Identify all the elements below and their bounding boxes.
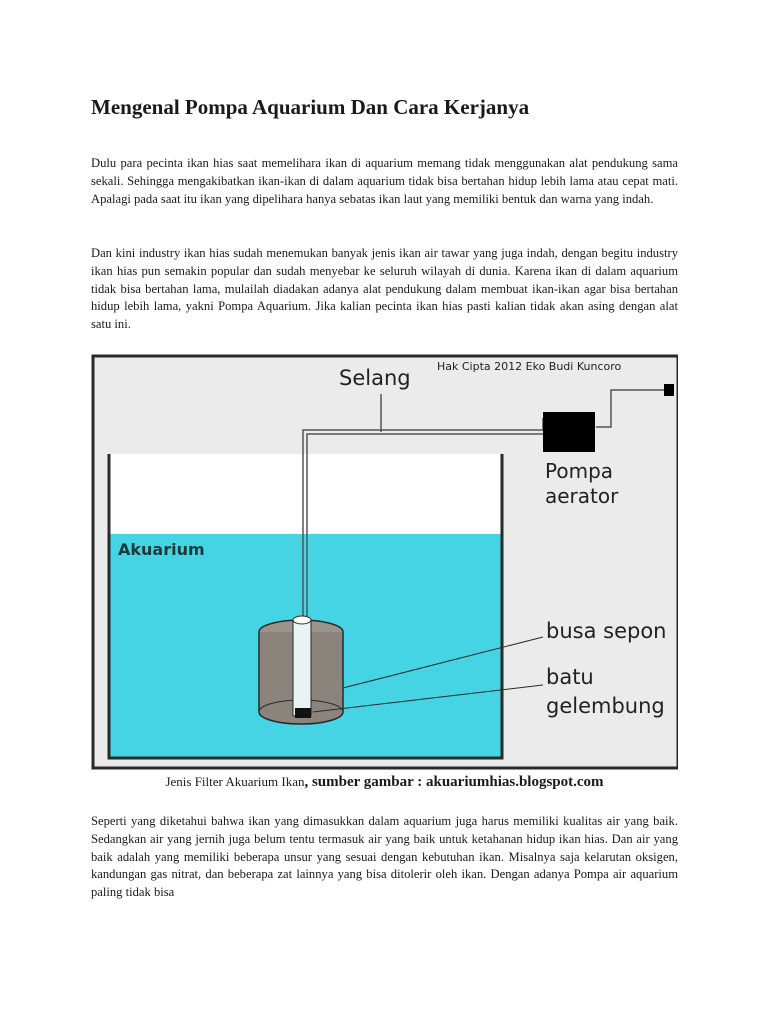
aquarium-diagram [91,352,678,772]
label-sponge: busa sepon [546,619,667,643]
pump-plug [664,384,674,396]
caption-source: , sumber gambar : akuariumhias.blogspot.com [304,774,604,790]
label-tank: Akuarium [118,540,205,559]
filter-tube-top [293,616,311,624]
paragraph-intro: Dulu para pecinta ikan hias saat memelihara ikan di aquarium memang tidak menggunakan alat pendukung sama sekali. Sehingga mengakibatkan ikan-ikan di dalam aquarium tidak bisa bertahan hidup lebih lama atau cepat mati. Apalagi pada saat itu ikan yang dipelihara hanya sebatas ikan laut yang memiliki bentuk dan warna yang indah. [91,156,678,206]
figure-copyright: Hak Cipta 2012 Eko Budi Kuncoro [437,360,622,373]
caption-text: Jenis Filter Akuarium Ikan [165,774,305,789]
pump-box [543,412,595,452]
label-pump-2: aerator [545,484,619,508]
label-hose: Selang [339,366,411,390]
tank-air [109,454,502,534]
label-pump-1: Pompa [545,459,614,483]
figure-caption [91,772,678,792]
label-stone-1: batu [546,665,594,689]
page-title: Mengenal Pompa Aquarium Dan Cara Kerjanya [91,95,530,119]
paragraph-industry: Dan kini industry ikan hias sudah menemukan banyak jenis ikan air tawar yang juga indah, dengan begitu industry ikan hias pun semakin popular dan sudah menyebar ke seluruh wilayah di dunia. Karena ikan di dalam aquarium tidak bisa bertahan lama, mulailah diadakan adanya alat pendukung dalam membuat ikan-ikan agar bisa bertahan hidup lebih lama, yakni Pompa Aquarium. Jika kalian pecinta ikan hias pasti kalian tidak akan asing dengan alat satu ini. [91,246,678,332]
label-stone-2: gelembung [546,694,665,718]
paragraph-water-quality: Seperti yang diketahui bahwa ikan yang dimasukkan dalam aquarium juga harus memiliki kualitas air yang baik. Sedangkan air yang jernih juga belum tentu termasuk air yang baik untuk ketahanan hidup ikan hias. Dan air yang baik adalah yang memiliki beberapa unsur yang sesuai dengan kebutuhan ikan. Misalnya saja kelarutan oksigen, kandungan gas nitrat, dan beberapa zat lainnya yang bisa ditolerir oleh ikan. Dengan adanya Pompa air aquarium paling tidak bisa [91,814,678,900]
bubble-stone [295,708,311,718]
aquarium-diagram-svg [91,352,678,772]
filter-tube [293,620,311,716]
